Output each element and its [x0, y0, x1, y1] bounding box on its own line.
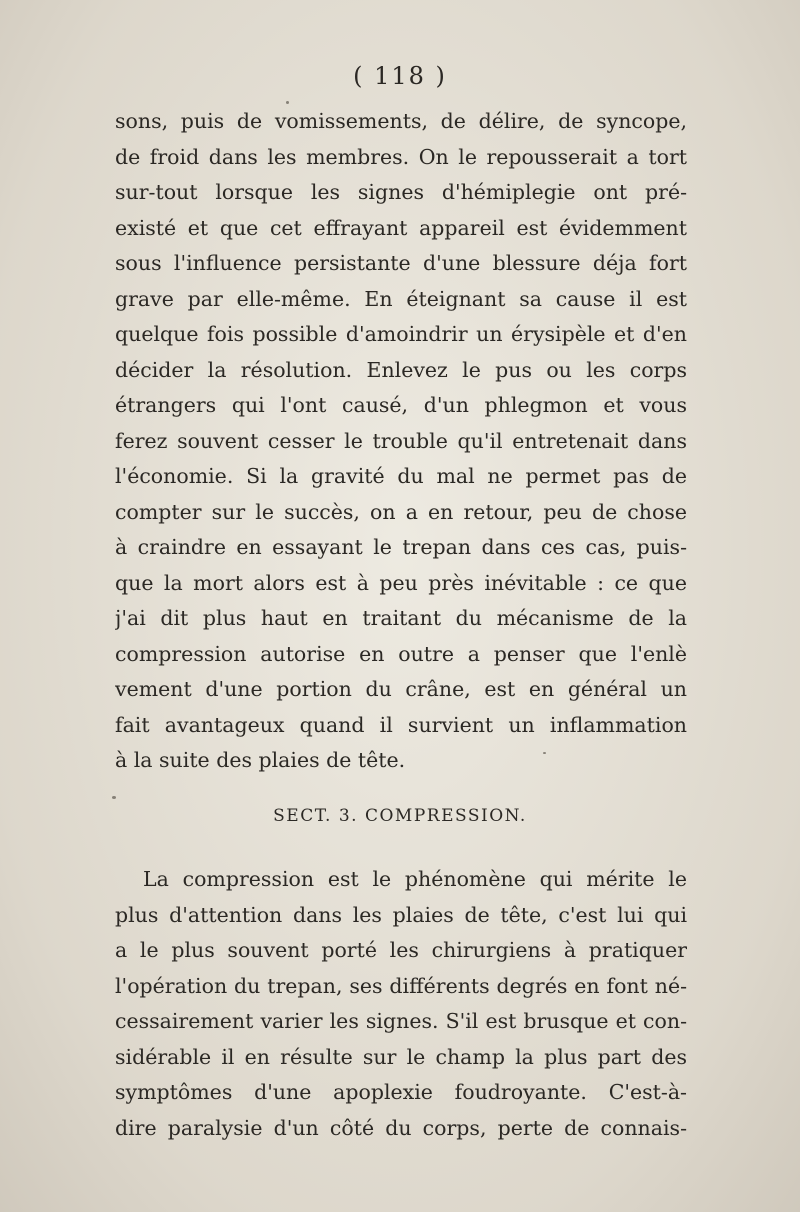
text-line: j'ai dit plus haut en traitant du mécanisme de la — [115, 606, 687, 630]
text-line: étrangers qui l'ont causé, d'un phlegmon et vous — [115, 393, 687, 417]
ink-speck — [286, 101, 289, 104]
text-line: sons, puis de vomissements, de délire, de syncope, — [115, 109, 687, 133]
text-line: de froid dans les membres. On le repousserait a tort — [115, 144, 687, 169]
paragraph-continued — [115, 104, 687, 779]
text-line: compression autorise en outre a penser que l'enlè — [115, 641, 687, 666]
ink-speck — [543, 752, 546, 754]
text-line: grave par elle-même. En éteignant sa cause il est — [115, 286, 687, 311]
text-line: cessairement varier les signes. S'il est brusque et con- — [115, 1009, 687, 1033]
text-line: à la suite des plaies de tête. — [115, 748, 406, 772]
text-line: fait avantageux quand il survient un inflammation — [115, 712, 687, 737]
text-line: quelque fois possible d'amoindrir un érysipèle et d'en — [115, 322, 687, 346]
text-line: l'économie. Si la gravité du mal ne permet pas de — [115, 464, 687, 488]
text-line: vement d'une portion du crâne, est en général un — [115, 677, 687, 701]
text-line: décider la résolution. Enlevez le pus ou les corps — [115, 357, 687, 382]
text-line: sur-tout lorsque les signes d'hémiplegie ont pré- — [115, 180, 687, 204]
text-line: symptômes d'une apoplexie foudroyante. C'est-à- — [115, 1080, 687, 1104]
text-line: a le plus souvent porté les chirurgiens à pratiquer — [115, 938, 687, 962]
page-number: ( 118 ) — [353, 62, 447, 90]
text-line: l'opération du trepan, ses différents degrés en font né- — [115, 973, 687, 998]
text-line: sous l'influence persistante d'une blessure déja fort — [115, 251, 687, 275]
text-line: plus d'attention dans les plaies de tête, c'est lui qui — [115, 902, 687, 927]
text-line: La compression est le phénomène qui mérite le — [143, 867, 687, 891]
text-line: que la mort alors est à peu près inévitable : ce que — [115, 570, 687, 595]
paragraph-compression — [115, 862, 687, 1146]
text-line: compter sur le succès, on a en retour, peu de chose — [115, 499, 687, 524]
text-line: existé et que cet effrayant appareil est évidemment — [115, 215, 687, 240]
text-line: dire paralysie d'un côté du corps, perte de connais- — [115, 1115, 687, 1140]
ink-speck — [112, 796, 116, 799]
text-line: à craindre en essayant le trepan dans ces cas, puis- — [115, 535, 687, 559]
text-line: ferez souvent cesser le trouble qu'il entretenait dans — [115, 428, 687, 453]
section-heading: SECT. 3. COMPRESSION. — [273, 806, 527, 826]
text-line: sidérable il en résulte sur le champ la plus part des — [115, 1044, 687, 1069]
